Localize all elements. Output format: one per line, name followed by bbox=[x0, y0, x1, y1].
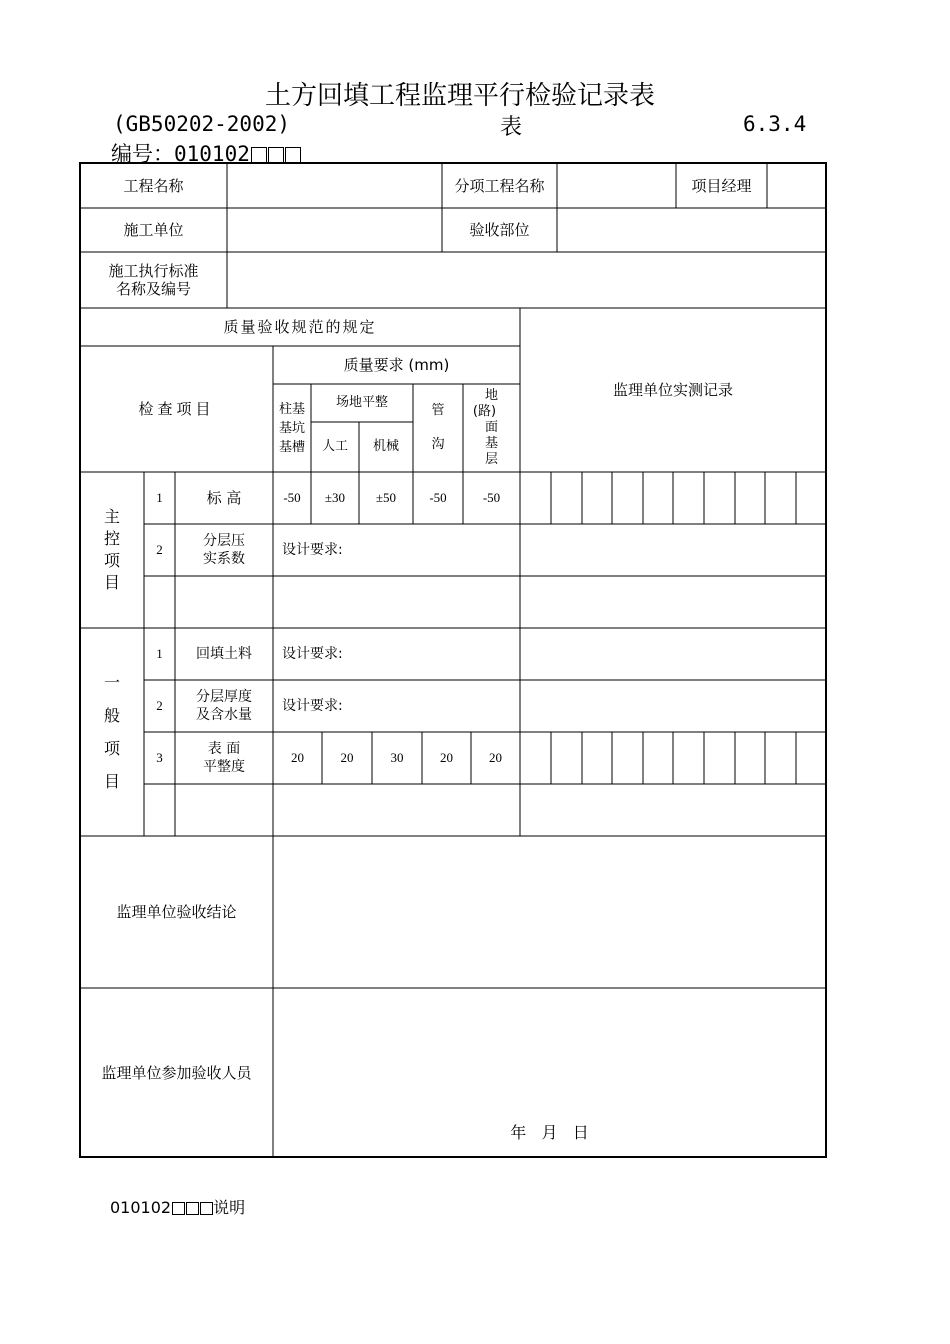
standard-name-label bbox=[80, 252, 227, 308]
subproject-name-label: 分项工程名称 bbox=[454, 176, 545, 195]
flatness-value: 20 bbox=[440, 750, 453, 765]
elevation-machine-value: ±50 bbox=[375, 490, 397, 505]
ground-line4: 基 bbox=[484, 436, 498, 451]
pit-line3: 基槽 bbox=[278, 439, 305, 455]
ground-line3: 面 bbox=[484, 420, 498, 435]
footer-code: 010102 bbox=[110, 1198, 172, 1217]
quality-requirement-heading: 质量要求 (mm) bbox=[343, 356, 450, 374]
general-row3-name-line1: 表 面 bbox=[207, 741, 241, 757]
general-row3-name-line2: 平整度 bbox=[203, 759, 245, 775]
general-row2-record-field[interactable] bbox=[520, 680, 826, 732]
main-row2-requirement: 设计要求: bbox=[282, 542, 343, 558]
main-control-char: 目 bbox=[103, 573, 120, 592]
flatness-value: 20 bbox=[291, 750, 304, 765]
code-box-icon bbox=[172, 1202, 185, 1215]
construction-unit-label: 施工单位 bbox=[123, 221, 184, 239]
elevation-pipe-value: -50 bbox=[429, 490, 447, 505]
main-control-label bbox=[80, 472, 144, 628]
main-row2-name-line2: 实系数 bbox=[203, 551, 245, 567]
ground-line1: 地 bbox=[484, 388, 498, 403]
table-number: 6.3.4 bbox=[743, 112, 807, 136]
elevation-manual-value: ±30 bbox=[324, 490, 346, 505]
general-row2-name-line1: 分层厚度 bbox=[196, 689, 252, 705]
standard-name-line2: 名称及编号 bbox=[115, 280, 191, 298]
manual-heading: 人工 bbox=[321, 439, 348, 454]
main-row2-name-line1: 分层压 bbox=[203, 533, 245, 549]
conclusion-label: 监理单位验收结论 bbox=[116, 903, 237, 921]
main-row2-name bbox=[175, 524, 273, 576]
main-control-char: 项 bbox=[103, 551, 120, 570]
flatness-value: 30 bbox=[390, 750, 404, 765]
standard-name-field[interactable] bbox=[227, 252, 826, 308]
general-row2-name-line2: 及含水量 bbox=[196, 707, 252, 723]
check-items-heading: 检查项目 bbox=[138, 400, 215, 418]
footer-note bbox=[110, 1195, 245, 1218]
footer-note-suffix: 说明 bbox=[213, 1198, 246, 1217]
pit-column-heading bbox=[273, 384, 311, 472]
document-title: 土方回填工程监理平行检验记录表 bbox=[264, 81, 655, 111]
main-control-char: 主 bbox=[103, 507, 120, 526]
general-row2-number: 2 bbox=[156, 698, 163, 713]
general-items-label bbox=[80, 628, 144, 836]
elevation-pit-value: -50 bbox=[283, 490, 301, 505]
elevation-ground-value: -50 bbox=[482, 490, 501, 505]
general-row3-number: 3 bbox=[156, 750, 163, 765]
pipe-column-heading bbox=[413, 384, 463, 472]
ground-line5: 层 bbox=[484, 452, 498, 467]
general-row3-name bbox=[175, 732, 273, 784]
table-word: 表 bbox=[500, 115, 523, 140]
pipe-line2: 沟 bbox=[431, 437, 445, 452]
project-name-label: 工程名称 bbox=[123, 176, 184, 195]
general-row1-requirement: 设计要求: bbox=[282, 646, 343, 662]
participants-label: 监理单位参加验收人员 bbox=[101, 1063, 252, 1082]
general-char: 般 bbox=[103, 706, 120, 725]
general-row1-number: 1 bbox=[156, 646, 163, 661]
construction-unit-field[interactable] bbox=[227, 208, 442, 252]
general-row2-name bbox=[175, 680, 273, 732]
pipe-line1: 管 bbox=[431, 403, 445, 418]
pit-line2: 基坑 bbox=[278, 420, 305, 436]
general-row2-requirement: 设计要求: bbox=[282, 698, 343, 714]
machine-heading: 机械 bbox=[372, 439, 399, 454]
general-char: 目 bbox=[103, 772, 120, 791]
subproject-name-field[interactable] bbox=[557, 163, 676, 208]
ground-column-heading bbox=[463, 384, 520, 472]
project-name-field[interactable] bbox=[227, 163, 442, 208]
code-box-icon bbox=[186, 1202, 199, 1215]
conclusion-field[interactable] bbox=[273, 836, 826, 988]
flatness-value: 20 bbox=[340, 750, 354, 765]
general-row1-name: 回填土料 bbox=[196, 646, 252, 662]
project-manager-field[interactable] bbox=[767, 163, 826, 208]
general-char: 一 bbox=[103, 673, 120, 692]
main-control-char: 控 bbox=[103, 529, 120, 548]
code-box-icon bbox=[200, 1202, 213, 1215]
main-row2-number: 2 bbox=[156, 542, 163, 557]
standard-name-line1: 施工执行标准 bbox=[108, 262, 199, 280]
record-code-label: 编号：010102 bbox=[111, 142, 250, 166]
pit-line1: 柱基 bbox=[278, 401, 305, 417]
spec-heading: 质量验收规范的规定 bbox=[223, 318, 377, 336]
date-line: 年 月 日 bbox=[510, 1123, 589, 1142]
main-row2-record-field[interactable] bbox=[520, 524, 826, 576]
main-row1-number: 1 bbox=[156, 490, 163, 505]
site-level-heading: 场地平整 bbox=[335, 395, 388, 410]
general-char: 项 bbox=[103, 739, 120, 758]
flatness-value: 20 bbox=[489, 750, 502, 765]
main-row1-name: 标 高 bbox=[206, 489, 242, 507]
measured-record-heading: 监理单位实测记录 bbox=[612, 381, 733, 399]
standard-code: (GB50202-2002) bbox=[113, 112, 291, 136]
acceptance-part-label: 验收部位 bbox=[469, 221, 530, 239]
ground-line2: (路) bbox=[472, 404, 497, 419]
project-manager-label: 项目经理 bbox=[691, 176, 752, 195]
acceptance-part-field[interactable] bbox=[557, 208, 826, 252]
general-row1-record-field[interactable] bbox=[520, 628, 826, 680]
